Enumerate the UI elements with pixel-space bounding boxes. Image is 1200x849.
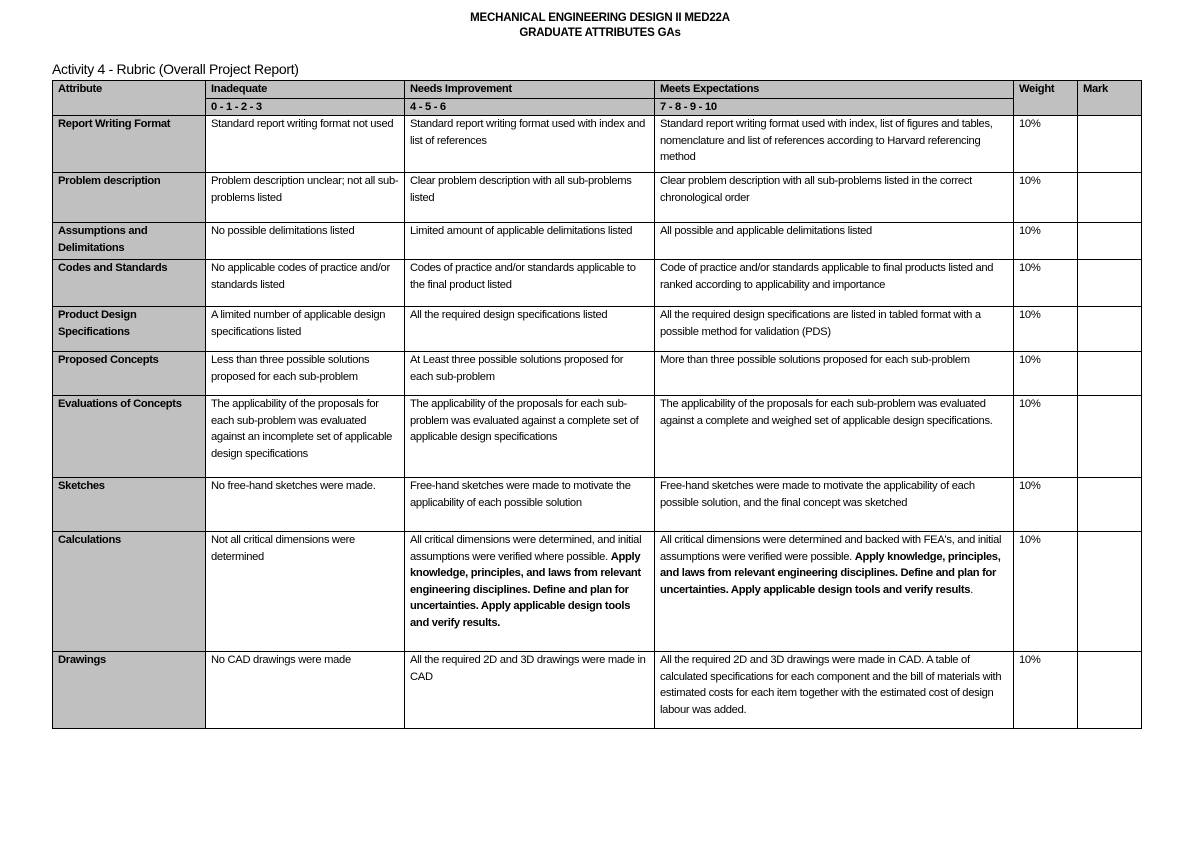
needs-cell	[405, 532, 655, 652]
inadequate-cell: Standard report writing format not used	[206, 116, 405, 173]
needs-cell: All the required design specifications listed	[405, 307, 655, 352]
needs-cell: Codes of practice and/or standards applicable to the final product listed	[405, 260, 655, 307]
meets-plain-text: All critical dimensions were determined and backed with FEA's, and initial assumptions were verified were possible.	[660, 534, 1002, 563]
attribute-cell: Evaluations of Concepts	[53, 396, 206, 478]
table-row	[53, 116, 1142, 173]
meets-cell: All possible and applicable delimitations listed	[655, 223, 1014, 260]
rubric-header-row	[53, 81, 1142, 99]
inadequate-cell: No CAD drawings were made	[206, 652, 405, 729]
meets-cell: Clear problem description with all sub-problems listed in the correct chronological order	[655, 173, 1014, 223]
attribute-cell: Product Design Specifications	[53, 307, 206, 352]
col-inadequate-header: Inadequate	[206, 81, 405, 99]
activity-title: Activity 4 - Rubric (Overall Project Report)	[52, 61, 299, 77]
weight-cell: 10%	[1014, 352, 1078, 396]
needs-cell: All the required 2D and 3D drawings were made in CAD	[405, 652, 655, 729]
col-meets-header: Meets Expectations	[655, 81, 1014, 99]
mark-cell[interactable]	[1078, 396, 1142, 478]
needs-cell: Standard report writing format used with index and list of references	[405, 116, 655, 173]
weight-cell: 10%	[1014, 116, 1078, 173]
meets-cell	[655, 532, 1014, 652]
weight-cell: 10%	[1014, 260, 1078, 307]
weight-cell: 10%	[1014, 307, 1078, 352]
meets-cell: The applicability of the proposals for each sub-problem was evaluated against a complete and weighed set of applicable design specifications.	[655, 396, 1014, 478]
attribute-cell: Drawings	[53, 652, 206, 729]
col-attribute-header: Attribute	[53, 81, 206, 116]
meets-cell: All the required design specifications are listed in tabled format with a possible method for validation (PDS)	[655, 307, 1014, 352]
weight-cell: 10%	[1014, 652, 1078, 729]
attribute-cell: Calculations	[53, 532, 206, 652]
meets-tail-text: .	[970, 583, 973, 596]
table-row	[53, 396, 1142, 478]
inadequate-cell: Not all critical dimensions were determined	[206, 532, 405, 652]
course-subtitle: GRADUATE ATTRIBUTES GAs	[519, 27, 681, 39]
weight-cell: 10%	[1014, 173, 1078, 223]
needs-cell: Clear problem description with all sub-problems listed	[405, 173, 655, 223]
table-row	[53, 260, 1142, 307]
inadequate-cell: No free-hand sketches were made.	[206, 478, 405, 532]
meets-cell: Free-hand sketches were made to motivate the applicability of each possible solution, and the final concept was sketched	[655, 478, 1014, 532]
table-row	[53, 173, 1142, 223]
needs-cell: Free-hand sketches were made to motivate the applicability of each possible solution	[405, 478, 655, 532]
meets-cell: All the required 2D and 3D drawings were made in CAD. A table of calculated specifications for each component and the bill of materials with estimated costs for each item together with the estimated cost of design labour was added.	[655, 652, 1014, 729]
inadequate-cell: A limited number of applicable design specifications listed	[206, 307, 405, 352]
table-row	[53, 478, 1142, 532]
meets-bold-text: Apply knowledge, principles, and laws from relevant engineering disciplines. Define and plan for uncertainties. Apply applicable design tools and verify results	[660, 550, 1001, 596]
meets-cell: Standard report writing format used with index, list of figures and tables, nomenclature and list of references according to Harvard referencing method	[655, 116, 1014, 173]
needs-plain-text: All critical dimensions were determined, and initial assumptions were verified where possible.	[410, 534, 642, 563]
table-row	[53, 352, 1142, 396]
col-weight-header: Weight	[1014, 81, 1078, 116]
table-row	[53, 307, 1142, 352]
mark-cell[interactable]	[1078, 260, 1142, 307]
attribute-cell: Codes and Standards	[53, 260, 206, 307]
rubric-score-row	[53, 98, 1142, 116]
score-inadequate: 0 - 1 - 2 - 3	[206, 98, 405, 116]
col-needs-header: Needs Improvement	[405, 81, 655, 99]
mark-cell[interactable]	[1078, 173, 1142, 223]
meets-cell: Code of practice and/or standards applicable to final products listed and ranked according to applicability and importance	[655, 260, 1014, 307]
attribute-cell: Problem description	[53, 173, 206, 223]
meets-cell: More than three possible solutions proposed for each sub-problem	[655, 352, 1014, 396]
inadequate-cell: Less than three possible solutions proposed for each sub-problem	[206, 352, 405, 396]
document-header	[0, 11, 1200, 41]
weight-cell: 10%	[1014, 532, 1078, 652]
mark-cell[interactable]	[1078, 478, 1142, 532]
needs-cell: The applicability of the proposals for each sub-problem was evaluated against a complete set of applicable design specifications	[405, 396, 655, 478]
needs-bold-text: Apply knowledge, principles, and laws from relevant engineering disciplines. Define and plan for uncertainties. Apply applicable design tools and verify results.	[410, 550, 641, 629]
col-mark-header: Mark	[1078, 81, 1142, 116]
inadequate-cell: No possible delimitations listed	[206, 223, 405, 260]
weight-cell: 10%	[1014, 478, 1078, 532]
table-row	[53, 223, 1142, 260]
mark-cell[interactable]	[1078, 223, 1142, 260]
mark-cell[interactable]	[1078, 352, 1142, 396]
table-row	[53, 532, 1142, 652]
attribute-cell: Sketches	[53, 478, 206, 532]
mark-cell[interactable]	[1078, 116, 1142, 173]
inadequate-cell: Problem description unclear; not all sub-problems listed	[206, 173, 405, 223]
attribute-cell: Assumptions and Delimitations	[53, 223, 206, 260]
weight-cell: 10%	[1014, 223, 1078, 260]
mark-cell[interactable]	[1078, 307, 1142, 352]
needs-cell: At Least three possible solutions proposed for each sub-problem	[405, 352, 655, 396]
weight-cell: 10%	[1014, 396, 1078, 478]
score-meets: 7 - 8 - 9 - 10	[655, 98, 1014, 116]
inadequate-cell: No applicable codes of practice and/or standards listed	[206, 260, 405, 307]
needs-cell: Limited amount of applicable delimitations listed	[405, 223, 655, 260]
inadequate-cell: The applicability of the proposals for each sub-problem was evaluated against an incomplete set of applicable design specifications	[206, 396, 405, 478]
attribute-cell: Proposed Concepts	[53, 352, 206, 396]
mark-cell[interactable]	[1078, 652, 1142, 729]
rubric-table	[52, 80, 1142, 729]
table-row	[53, 652, 1142, 729]
attribute-cell: Report Writing Format	[53, 116, 206, 173]
score-needs: 4 - 5 - 6	[405, 98, 655, 116]
mark-cell[interactable]	[1078, 532, 1142, 652]
course-title: MECHANICAL ENGINEERING DESIGN II MED22A	[470, 12, 730, 24]
